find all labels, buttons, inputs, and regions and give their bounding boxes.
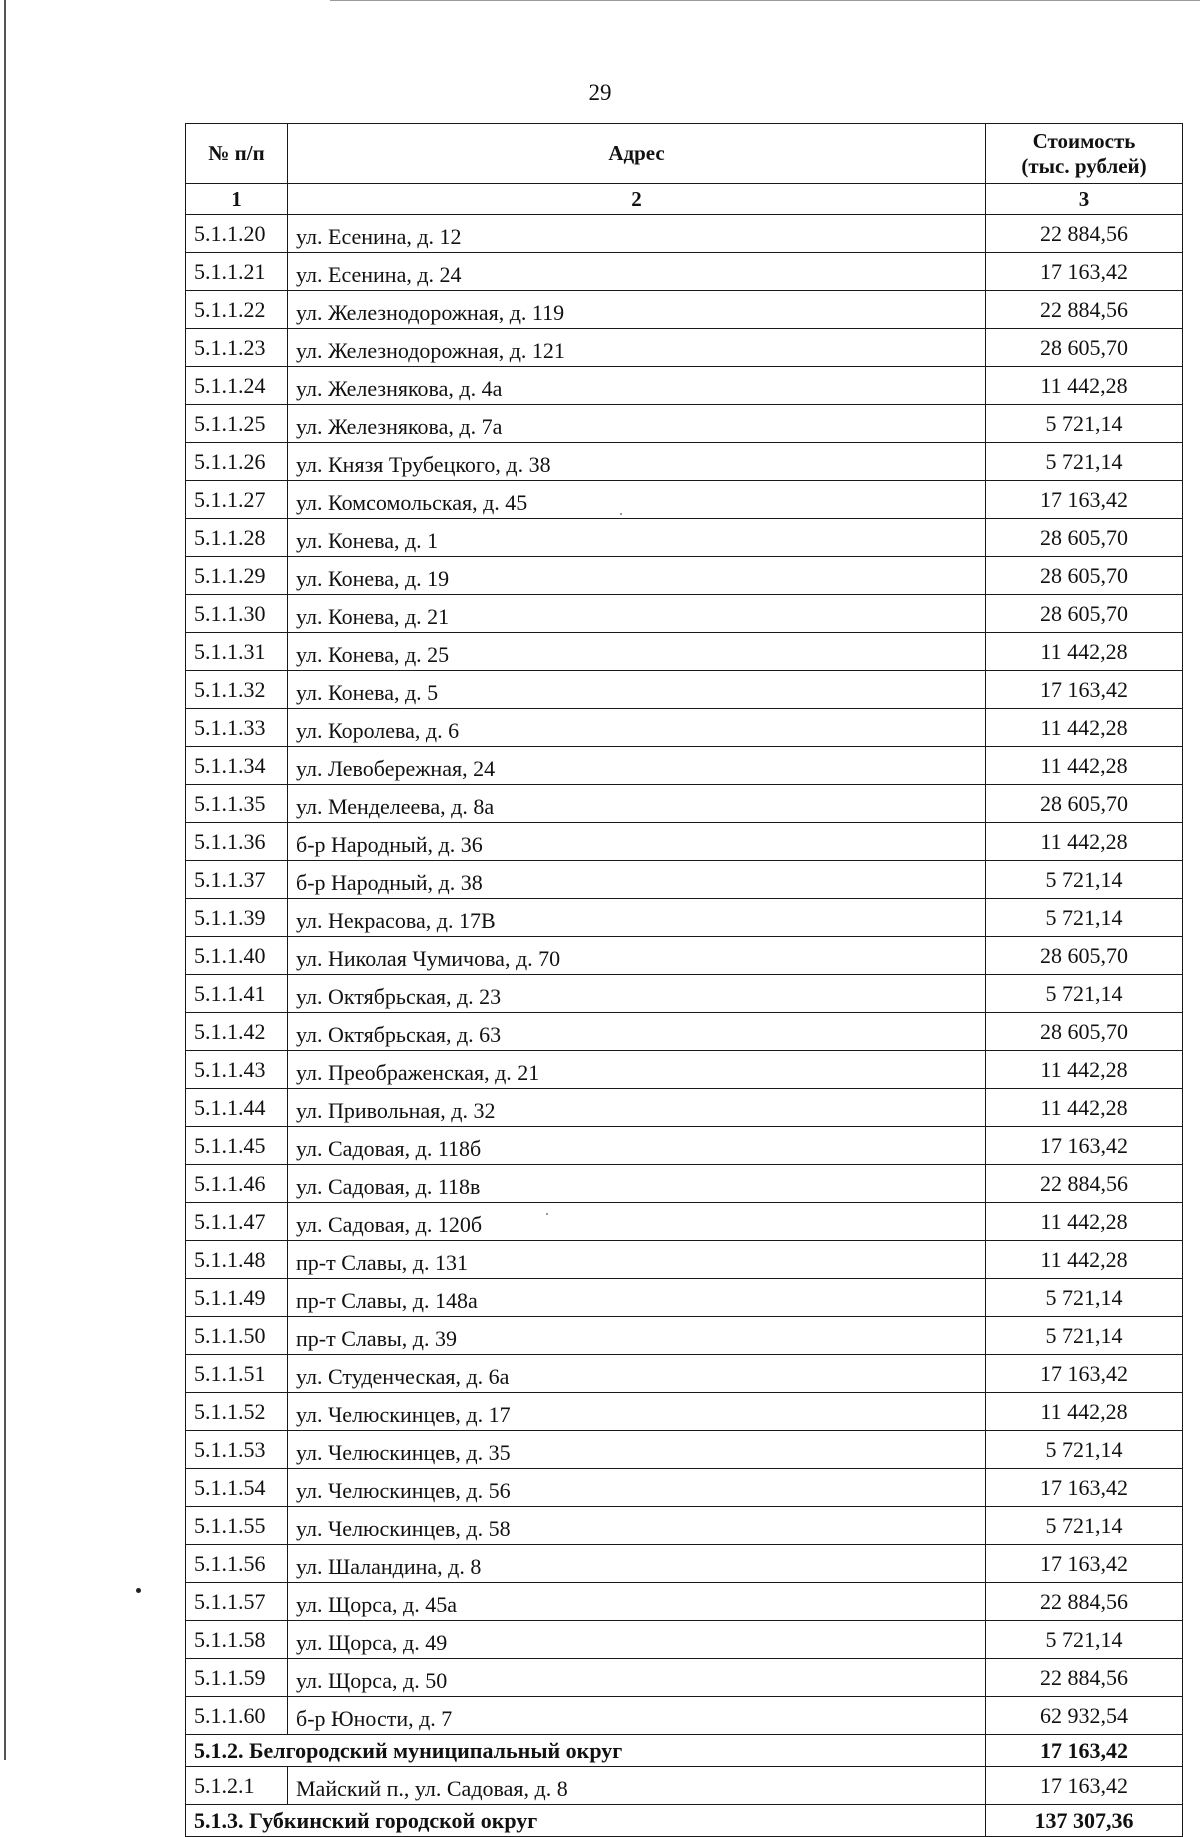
row-address: ул. Садовая, д. 118б bbox=[288, 1127, 986, 1165]
row-cost: 11 442,28 bbox=[986, 1241, 1183, 1279]
row-address: ул. Конева, д. 1 bbox=[288, 519, 986, 557]
table-row bbox=[186, 975, 1183, 1013]
table-row bbox=[186, 1051, 1183, 1089]
group-cost: 17 163,42 bbox=[986, 1735, 1183, 1767]
row-num: 5.1.1.58 bbox=[186, 1621, 288, 1659]
row-num: 5.1.1.45 bbox=[186, 1127, 288, 1165]
row-num: 5.1.1.26 bbox=[186, 443, 288, 481]
row-num: 5.1.1.47 bbox=[186, 1203, 288, 1241]
row-cost: 28 605,70 bbox=[986, 1013, 1183, 1051]
row-address: ул. Железнякова, д. 4а bbox=[288, 367, 986, 405]
row-cost: 28 605,70 bbox=[986, 595, 1183, 633]
table-row bbox=[186, 1355, 1183, 1393]
row-num: 5.1.1.25 bbox=[186, 405, 288, 443]
margin-bullet bbox=[136, 1588, 141, 1593]
column-index-row bbox=[186, 184, 1183, 215]
row-cost: 5 721,14 bbox=[986, 1621, 1183, 1659]
row-address: ул. Некрасова, д. 17В bbox=[288, 899, 986, 937]
row-num: 5.1.1.37 bbox=[186, 861, 288, 899]
row-address: ул. Конева, д. 5 bbox=[288, 671, 986, 709]
row-cost: 17 163,42 bbox=[986, 671, 1183, 709]
table-header-row bbox=[186, 124, 1183, 184]
row-cost: 17 163,42 bbox=[986, 253, 1183, 291]
table-row bbox=[186, 291, 1183, 329]
row-num: 5.1.2.1 bbox=[186, 1767, 288, 1805]
col-index-cost: 3 bbox=[986, 184, 1183, 215]
table-row bbox=[186, 1165, 1183, 1203]
table-row bbox=[186, 1317, 1183, 1355]
row-address: ул. Челюскинцев, д. 56 bbox=[288, 1469, 986, 1507]
row-cost: 17 163,42 bbox=[986, 1767, 1183, 1805]
row-cost: 11 442,28 bbox=[986, 1089, 1183, 1127]
table-row bbox=[186, 899, 1183, 937]
row-num: 5.1.1.50 bbox=[186, 1317, 288, 1355]
row-num: 5.1.1.43 bbox=[186, 1051, 288, 1089]
row-cost: 5 721,14 bbox=[986, 861, 1183, 899]
table-row bbox=[186, 1393, 1183, 1431]
row-cost: 5 721,14 bbox=[986, 1279, 1183, 1317]
table-row bbox=[186, 1241, 1183, 1279]
row-address: пр-т Славы, д. 39 bbox=[288, 1317, 986, 1355]
row-cost: 62 932,54 bbox=[986, 1697, 1183, 1735]
table-row bbox=[186, 1659, 1183, 1697]
row-cost: 22 884,56 bbox=[986, 291, 1183, 329]
row-address: б-р Юности, д. 7 bbox=[288, 1697, 986, 1735]
row-cost: 22 884,56 bbox=[986, 1583, 1183, 1621]
row-address: ул. Садовая, д. 120б bbox=[288, 1203, 986, 1241]
row-cost: 17 163,42 bbox=[986, 1469, 1183, 1507]
table-row bbox=[186, 823, 1183, 861]
table-row bbox=[186, 367, 1183, 405]
row-cost: 5 721,14 bbox=[986, 1507, 1183, 1545]
cost-table bbox=[185, 123, 1183, 1837]
scan-edge-left bbox=[4, 0, 6, 1760]
row-address: б-р Народный, д. 38 bbox=[288, 861, 986, 899]
row-num: 5.1.1.27 bbox=[186, 481, 288, 519]
row-cost: 11 442,28 bbox=[986, 1393, 1183, 1431]
row-cost: 22 884,56 bbox=[986, 1659, 1183, 1697]
row-num: 5.1.1.33 bbox=[186, 709, 288, 747]
row-address: ул. Князя Трубецкого, д. 38 bbox=[288, 443, 986, 481]
row-cost: 5 721,14 bbox=[986, 1431, 1183, 1469]
row-num: 5.1.1.29 bbox=[186, 557, 288, 595]
table-row bbox=[186, 557, 1183, 595]
row-num: 5.1.1.59 bbox=[186, 1659, 288, 1697]
row-cost: 11 442,28 bbox=[986, 823, 1183, 861]
table-row bbox=[186, 1507, 1183, 1545]
row-cost: 5 721,14 bbox=[986, 1317, 1183, 1355]
group-title: 5.1.2. Белгородский муниципальный округ bbox=[186, 1735, 986, 1767]
row-address: ул. Октябрьская, д. 23 bbox=[288, 975, 986, 1013]
table-row bbox=[186, 1013, 1183, 1051]
header-cost-line1: Стоимость bbox=[1032, 129, 1136, 154]
row-address: б-р Народный, д. 36 bbox=[288, 823, 986, 861]
row-address: ул. Привольная, д. 32 bbox=[288, 1089, 986, 1127]
scan-edge-top bbox=[330, 0, 1200, 1]
table-row bbox=[186, 253, 1183, 291]
table-row bbox=[186, 519, 1183, 557]
cost-table-body bbox=[186, 124, 1183, 1837]
table-row bbox=[186, 1545, 1183, 1583]
group-cost: 137 307,36 bbox=[986, 1805, 1183, 1837]
table-row bbox=[186, 1469, 1183, 1507]
table-row bbox=[186, 329, 1183, 367]
row-num: 5.1.1.35 bbox=[186, 785, 288, 823]
row-cost: 22 884,56 bbox=[986, 1165, 1183, 1203]
row-num: 5.1.1.21 bbox=[186, 253, 288, 291]
row-address: пр-т Славы, д. 148а bbox=[288, 1279, 986, 1317]
table-row bbox=[186, 405, 1183, 443]
row-cost: 22 884,56 bbox=[986, 215, 1183, 253]
table-row bbox=[186, 1621, 1183, 1659]
row-num: 5.1.1.48 bbox=[186, 1241, 288, 1279]
row-num: 5.1.1.55 bbox=[186, 1507, 288, 1545]
row-cost: 11 442,28 bbox=[986, 1203, 1183, 1241]
table-row bbox=[186, 215, 1183, 253]
row-num: 5.1.1.51 bbox=[186, 1355, 288, 1393]
row-num: 5.1.1.20 bbox=[186, 215, 288, 253]
table-row bbox=[186, 1279, 1183, 1317]
table-row bbox=[186, 633, 1183, 671]
row-address: ул. Щорса, д. 50 bbox=[288, 1659, 986, 1697]
row-num: 5.1.1.46 bbox=[186, 1165, 288, 1203]
row-address: ул. Николая Чумичова, д. 70 bbox=[288, 937, 986, 975]
row-num: 5.1.1.23 bbox=[186, 329, 288, 367]
table-row bbox=[186, 443, 1183, 481]
table-row bbox=[186, 1203, 1183, 1241]
header-cost-line2: (тыс. рублей) bbox=[1021, 153, 1147, 178]
row-cost: 28 605,70 bbox=[986, 785, 1183, 823]
row-num: 5.1.1.28 bbox=[186, 519, 288, 557]
header-address: Адрес bbox=[288, 124, 986, 184]
header-num: № п/п bbox=[186, 124, 288, 184]
row-cost: 17 163,42 bbox=[986, 481, 1183, 519]
table-row bbox=[186, 671, 1183, 709]
table-row bbox=[186, 709, 1183, 747]
col-index-address: 2 bbox=[288, 184, 986, 215]
row-address: ул. Есенина, д. 24 bbox=[288, 253, 986, 291]
table-row bbox=[186, 747, 1183, 785]
col-index-num: 1 bbox=[186, 184, 288, 215]
row-num: 5.1.1.36 bbox=[186, 823, 288, 861]
row-cost: 17 163,42 bbox=[986, 1355, 1183, 1393]
row-address: ул. Конева, д. 21 bbox=[288, 595, 986, 633]
table-row bbox=[186, 937, 1183, 975]
row-num: 5.1.1.40 bbox=[186, 937, 288, 975]
row-num: 5.1.1.44 bbox=[186, 1089, 288, 1127]
row-address: ул. Шаландина, д. 8 bbox=[288, 1545, 986, 1583]
row-cost: 11 442,28 bbox=[986, 709, 1183, 747]
row-cost: 17 163,42 bbox=[986, 1127, 1183, 1165]
header-cost bbox=[986, 124, 1183, 184]
group-row-belgorod bbox=[186, 1735, 1183, 1767]
group-title: 5.1.3. Губкинский городской округ bbox=[186, 1805, 986, 1837]
row-address: ул. Конева, д. 19 bbox=[288, 557, 986, 595]
row-address: ул. Есенина, д. 12 bbox=[288, 215, 986, 253]
page-number: 29 bbox=[588, 80, 612, 105]
row-cost: 11 442,28 bbox=[986, 633, 1183, 671]
row-num: 5.1.1.32 bbox=[186, 671, 288, 709]
row-cost: 5 721,14 bbox=[986, 405, 1183, 443]
row-num: 5.1.1.24 bbox=[186, 367, 288, 405]
row-num: 5.1.1.57 bbox=[186, 1583, 288, 1621]
table-row bbox=[186, 481, 1183, 519]
row-address: ул. Железнякова, д. 7а bbox=[288, 405, 986, 443]
row-address: ул. Щорса, д. 45а bbox=[288, 1583, 986, 1621]
row-address: ул. Щорса, д. 49 bbox=[288, 1621, 986, 1659]
row-num: 5.1.1.42 bbox=[186, 1013, 288, 1051]
row-address: Майский п., ул. Садовая, д. 8 bbox=[288, 1767, 986, 1805]
table-row bbox=[186, 595, 1183, 633]
row-num: 5.1.1.56 bbox=[186, 1545, 288, 1583]
table-row bbox=[186, 1089, 1183, 1127]
row-num: 5.1.1.31 bbox=[186, 633, 288, 671]
row-address: ул. Студенческая, д. 6а bbox=[288, 1355, 986, 1393]
row-cost: 28 605,70 bbox=[986, 937, 1183, 975]
row-cost: 5 721,14 bbox=[986, 975, 1183, 1013]
row-cost: 11 442,28 bbox=[986, 747, 1183, 785]
row-cost: 11 442,28 bbox=[986, 1051, 1183, 1089]
row-num: 5.1.1.52 bbox=[186, 1393, 288, 1431]
row-num: 5.1.1.22 bbox=[186, 291, 288, 329]
row-address: ул. Железнодорожная, д. 121 bbox=[288, 329, 986, 367]
row-cost: 5 721,14 bbox=[986, 443, 1183, 481]
group-row-gubkin bbox=[186, 1805, 1183, 1837]
row-address: ул. Челюскинцев, д. 17 bbox=[288, 1393, 986, 1431]
row-address: ул. Садовая, д. 118в bbox=[288, 1165, 986, 1203]
row-num: 5.1.1.41 bbox=[186, 975, 288, 1013]
row-address: ул. Челюскинцев, д. 35 bbox=[288, 1431, 986, 1469]
table-row bbox=[186, 861, 1183, 899]
table-row bbox=[186, 1767, 1183, 1805]
row-address: ул. Королева, д. 6 bbox=[288, 709, 986, 747]
row-address: ул. Комсомольская, д. 45 bbox=[288, 481, 986, 519]
row-address: пр-т Славы, д. 131 bbox=[288, 1241, 986, 1279]
table-row bbox=[186, 1697, 1183, 1735]
row-num: 5.1.1.34 bbox=[186, 747, 288, 785]
row-cost: 28 605,70 bbox=[986, 557, 1183, 595]
row-cost: 28 605,70 bbox=[986, 519, 1183, 557]
row-num: 5.1.1.54 bbox=[186, 1469, 288, 1507]
row-address: ул. Преображенская, д. 21 bbox=[288, 1051, 986, 1089]
row-cost: 11 442,28 bbox=[986, 367, 1183, 405]
row-address: ул. Менделеева, д. 8а bbox=[288, 785, 986, 823]
row-num: 5.1.1.53 bbox=[186, 1431, 288, 1469]
table-row bbox=[186, 1583, 1183, 1621]
row-address: ул. Октябрьская, д. 63 bbox=[288, 1013, 986, 1051]
row-num: 5.1.1.30 bbox=[186, 595, 288, 633]
row-address: ул. Челюскинцев, д. 58 bbox=[288, 1507, 986, 1545]
row-cost: 28 605,70 bbox=[986, 329, 1183, 367]
row-num: 5.1.1.49 bbox=[186, 1279, 288, 1317]
row-address: ул. Железнодорожная, д. 119 bbox=[288, 291, 986, 329]
table-row bbox=[186, 785, 1183, 823]
row-cost: 5 721,14 bbox=[986, 899, 1183, 937]
table-row bbox=[186, 1127, 1183, 1165]
row-address: ул. Левобережная, 24 bbox=[288, 747, 986, 785]
row-num: 5.1.1.39 bbox=[186, 899, 288, 937]
row-cost: 17 163,42 bbox=[986, 1545, 1183, 1583]
table-row bbox=[186, 1431, 1183, 1469]
row-address: ул. Конева, д. 25 bbox=[288, 633, 986, 671]
row-num: 5.1.1.60 bbox=[186, 1697, 288, 1735]
